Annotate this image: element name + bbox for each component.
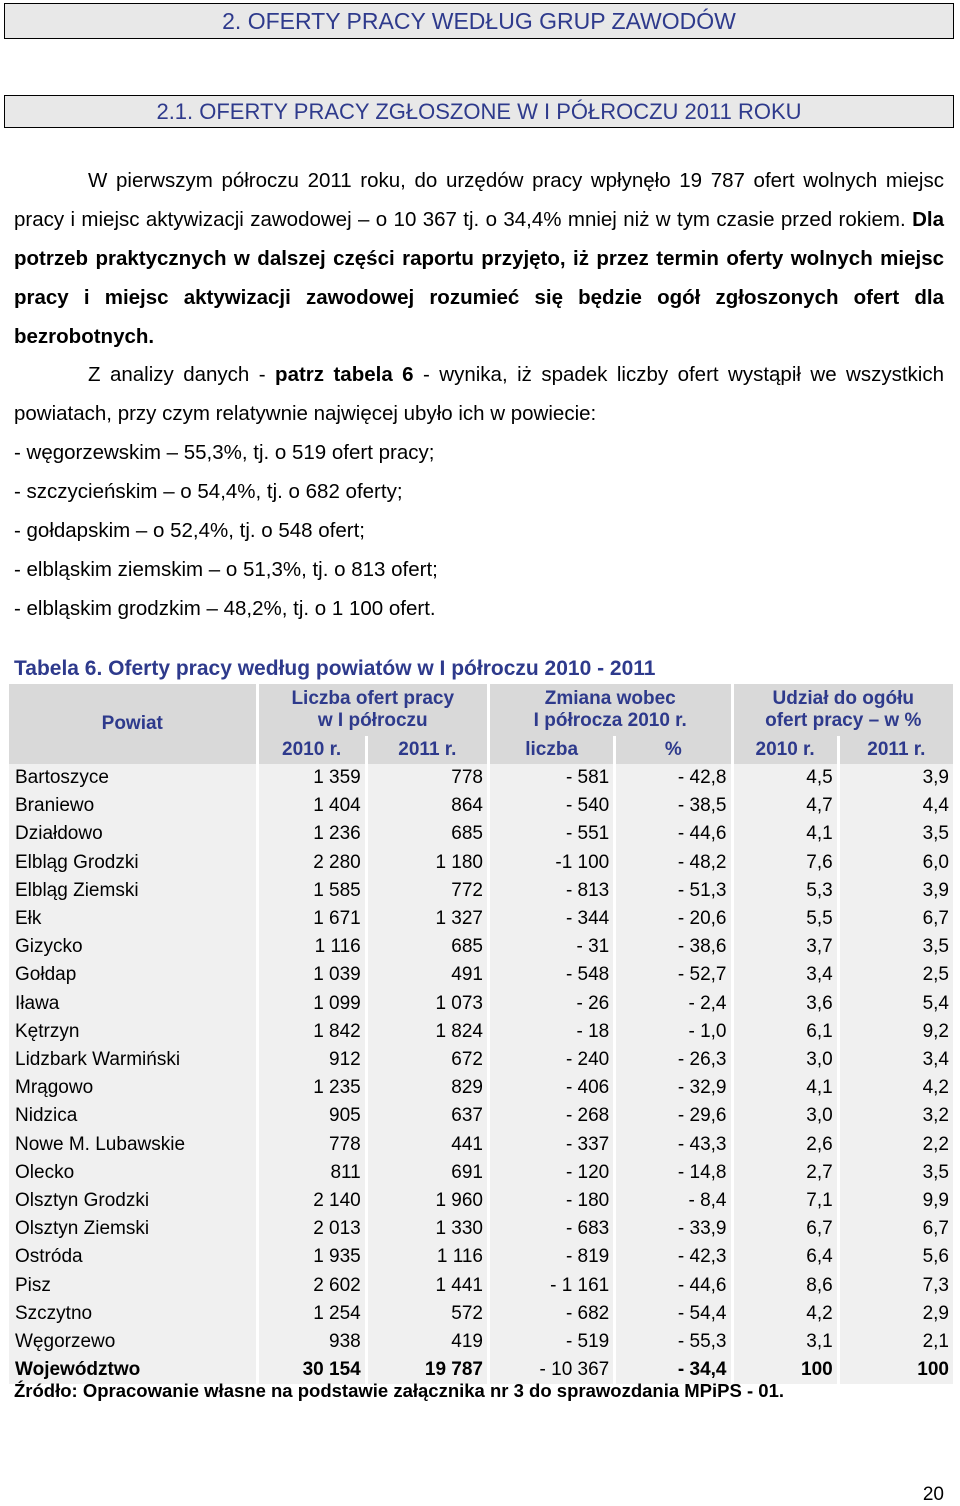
header-change [490, 684, 731, 736]
row-value-cell: 2,9 [840, 1300, 953, 1328]
header-share [734, 684, 954, 736]
list-item: - gołdapskim – o 52,4%, tj. o 548 ofert; [14, 519, 365, 542]
row-value-cell: - 20,6 [616, 905, 730, 933]
row-value-cell: 572 [368, 1300, 487, 1328]
row-value-cell: - 2,4 [616, 990, 730, 1018]
row-value-cell: 1 180 [368, 849, 487, 877]
row-value-cell: 3,1 [734, 1328, 837, 1356]
analysis-paragraph [14, 355, 944, 628]
row-value-cell: 1 359 [259, 764, 365, 792]
row-value-cell: 2 602 [259, 1272, 365, 1300]
row-value-cell: 441 [368, 1131, 487, 1159]
row-value-cell: 4,4 [840, 792, 953, 820]
table-row [9, 1300, 953, 1328]
row-value-cell: - 33,9 [616, 1215, 730, 1243]
row-value-cell: 1 842 [259, 1018, 365, 1046]
row-name-cell: Ełk [9, 905, 256, 933]
intro-text: W pierwszym półroczu 2011 roku, do urzędów pracy wpłynęło 19 787 ofert wolnych miejsc pracy i miejsc aktywizacji zawodowej – o 10 367 tj. o 34,4% mniej niż w tym czasie przed rokiem. [14, 169, 944, 231]
row-value-cell: 100 [734, 1356, 837, 1384]
row-value-cell: 637 [368, 1102, 487, 1130]
row-value-cell: 1 960 [368, 1187, 487, 1215]
row-value-cell: - 42,3 [616, 1243, 730, 1271]
row-value-cell: - 581 [490, 764, 613, 792]
header-powiat: Powiat [9, 684, 256, 764]
row-value-cell: 4,5 [734, 764, 837, 792]
row-value-cell: - 240 [490, 1046, 613, 1074]
row-value-cell: - 52,7 [616, 961, 730, 989]
subsection-heading: 2.1. OFERTY PRACY ZGŁOSZONE W I PÓŁROCZU 2011 ROKU [4, 95, 954, 128]
row-value-cell: 5,5 [734, 905, 837, 933]
row-name-cell: Województwo [9, 1356, 256, 1384]
row-value-cell: 30 154 [259, 1356, 365, 1384]
table-row [9, 764, 953, 792]
row-name-cell: Węgorzewo [9, 1328, 256, 1356]
row-value-cell: - 120 [490, 1159, 613, 1187]
row-name-cell: Szczytno [9, 1300, 256, 1328]
row-name-cell: Nidzica [9, 1102, 256, 1130]
table-row [9, 933, 953, 961]
row-value-cell: 2,7 [734, 1159, 837, 1187]
row-name-cell: Gołdap [9, 961, 256, 989]
row-value-cell: 2,6 [734, 1131, 837, 1159]
table-row [9, 1131, 953, 1159]
subheader-cell: liczba [490, 736, 613, 764]
row-value-cell: 7,3 [840, 1272, 953, 1300]
row-value-cell: 829 [368, 1074, 487, 1102]
row-value-cell: 7,1 [734, 1187, 837, 1215]
row-value-cell: - 48,2 [616, 849, 730, 877]
row-value-cell: 6,7 [840, 1215, 953, 1243]
list-item: - elbląskim ziemskim – o 51,3%, tj. o 813 ofert; [14, 558, 438, 581]
row-value-cell: 3,5 [840, 1159, 953, 1187]
row-name-cell: Braniewo [9, 792, 256, 820]
table-reference: patrz tabela 6 [275, 363, 414, 386]
row-value-cell: 672 [368, 1046, 487, 1074]
row-value-cell: - 519 [490, 1328, 613, 1356]
row-value-cell: - 344 [490, 905, 613, 933]
row-name-cell: Mrągowo [9, 1074, 256, 1102]
source-note: Źródło: Opracowanie własne na podstawie załącznika nr 3 do sprawozdania MPiPS - 01. [14, 1380, 784, 1401]
row-value-cell: 691 [368, 1159, 487, 1187]
row-value-cell: 419 [368, 1328, 487, 1356]
header-offers-line2: w I półroczu [317, 710, 428, 731]
row-value-cell: 3,9 [840, 877, 953, 905]
table-row [9, 1243, 953, 1271]
row-name-cell: Olsztyn Grodzki [9, 1187, 256, 1215]
row-value-cell: 685 [368, 933, 487, 961]
list-item: - elbląskim grodzkim – 48,2%, tj. o 1 100 ofert. [14, 597, 436, 620]
row-value-cell: - 1,0 [616, 1018, 730, 1046]
row-value-cell: 3,4 [840, 1046, 953, 1074]
analysis-rest: - wynika, iż spadek liczby ofert wystąpił we wszystkich powiatach, przy czym relatywnie najwięcej ubyło ich w powiecie: [14, 363, 944, 425]
row-value-cell: 5,4 [840, 990, 953, 1018]
row-name-cell: Nowe M. Lubawskie [9, 1131, 256, 1159]
row-value-cell: 1 116 [259, 933, 365, 961]
row-value-cell: 1 073 [368, 990, 487, 1018]
row-value-cell: - 813 [490, 877, 613, 905]
row-value-cell: - 29,6 [616, 1102, 730, 1130]
subheader-cell: 2010 r. [734, 736, 837, 764]
table-row [9, 1046, 953, 1074]
row-value-cell: - 548 [490, 961, 613, 989]
row-value-cell: - 682 [490, 1300, 613, 1328]
row-value-cell: 1 585 [259, 877, 365, 905]
row-name-cell: Gizycko [9, 933, 256, 961]
row-value-cell: 1 116 [368, 1243, 487, 1271]
header-offers-line1: Liczba ofert pracy [291, 688, 455, 709]
row-value-cell: 5,3 [734, 877, 837, 905]
row-value-cell: 3,2 [840, 1102, 953, 1130]
row-value-cell: - 38,5 [616, 792, 730, 820]
row-value-cell: 1 935 [259, 1243, 365, 1271]
row-value-cell: - 26 [490, 990, 613, 1018]
row-value-cell: 864 [368, 792, 487, 820]
row-value-cell: 5,6 [840, 1243, 953, 1271]
subheader-cell: 2011 r. [840, 736, 953, 764]
row-value-cell: - 551 [490, 820, 613, 848]
row-value-cell: - 42,8 [616, 764, 730, 792]
table-row [9, 1018, 953, 1046]
row-value-cell: 1 404 [259, 792, 365, 820]
row-name-cell: Elbląg Ziemski [9, 877, 256, 905]
row-value-cell: 938 [259, 1328, 365, 1356]
row-value-cell: 3,7 [734, 933, 837, 961]
row-value-cell: - 54,4 [616, 1300, 730, 1328]
row-value-cell: - 14,8 [616, 1159, 730, 1187]
list-item: - węgorzewskim – 55,3%, tj. o 519 ofert pracy; [14, 441, 435, 464]
row-value-cell: 4,2 [840, 1074, 953, 1102]
row-value-cell: 772 [368, 877, 487, 905]
table-row [9, 961, 953, 989]
row-value-cell: 19 787 [368, 1356, 487, 1384]
section-heading: 2. OFERTY PRACY WEDŁUG GRUP ZAWODÓW [4, 3, 954, 39]
row-value-cell: 905 [259, 1102, 365, 1130]
row-value-cell: 1 235 [259, 1074, 365, 1102]
row-value-cell: - 32,9 [616, 1074, 730, 1102]
row-value-cell: 1 441 [368, 1272, 487, 1300]
table-row [9, 990, 953, 1018]
row-value-cell: 778 [259, 1131, 365, 1159]
row-value-cell: 6,7 [840, 905, 953, 933]
row-name-cell: Pisz [9, 1272, 256, 1300]
table-row [9, 1159, 953, 1187]
row-value-cell: 1 671 [259, 905, 365, 933]
row-value-cell: 2 013 [259, 1215, 365, 1243]
row-value-cell: - 55,3 [616, 1328, 730, 1356]
row-name-cell: Kętrzyn [9, 1018, 256, 1046]
row-value-cell: -1 100 [490, 849, 613, 877]
row-value-cell: 1 824 [368, 1018, 487, 1046]
row-value-cell: 1 254 [259, 1300, 365, 1328]
subheader-cell: % [616, 736, 730, 764]
row-name-cell: Bartoszyce [9, 764, 256, 792]
row-value-cell: 1 236 [259, 820, 365, 848]
table-row [9, 1074, 953, 1102]
table-row [9, 1102, 953, 1130]
page-number: 20 [922, 1484, 944, 1505]
row-value-cell: - 337 [490, 1131, 613, 1159]
row-value-cell: - 44,6 [616, 820, 730, 848]
row-value-cell: - 8,4 [616, 1187, 730, 1215]
header-offers-count [259, 684, 487, 736]
row-value-cell: 6,1 [734, 1018, 837, 1046]
row-name-cell: Ostróda [9, 1243, 256, 1271]
row-value-cell: 3,5 [840, 933, 953, 961]
table-header-row [9, 684, 953, 736]
row-value-cell: 4,2 [734, 1300, 837, 1328]
table-row [9, 792, 953, 820]
intro-bold-text: Dla potrzeb praktycznych w dalszej części raportu przyjęto, iż przez termin oferty wolnych miejsc pracy i miejsc aktywizacji zawodowej rozumieć się będzie ogół zgłoszonych ofert dla bezrobotnych. [14, 208, 944, 348]
list-item: - szczycieńskim – o 54,4%, tj. o 682 oferty; [14, 480, 403, 503]
row-value-cell: 2,5 [840, 961, 953, 989]
row-value-cell: - 819 [490, 1243, 613, 1271]
intro-paragraph [14, 161, 944, 356]
row-value-cell: 3,4 [734, 961, 837, 989]
header-change-line2: I półrocza 2010 r. [533, 710, 687, 731]
row-value-cell: 1 039 [259, 961, 365, 989]
table-row [9, 820, 953, 848]
row-name-cell: Iława [9, 990, 256, 1018]
row-value-cell: 2 280 [259, 849, 365, 877]
table-row [9, 905, 953, 933]
row-value-cell: 811 [259, 1159, 365, 1187]
row-value-cell: 3,6 [734, 990, 837, 1018]
row-value-cell: - 51,3 [616, 877, 730, 905]
row-value-cell: 9,9 [840, 1187, 953, 1215]
row-value-cell: 2,1 [840, 1328, 953, 1356]
row-value-cell: - 31 [490, 933, 613, 961]
table-row [9, 1272, 953, 1300]
row-name-cell: Lidzbark Warmiński [9, 1046, 256, 1074]
row-value-cell: - 180 [490, 1187, 613, 1215]
row-value-cell: 6,0 [840, 849, 953, 877]
row-value-cell: 6,7 [734, 1215, 837, 1243]
table-body [9, 764, 953, 1384]
analysis-start: Z analizy danych - [88, 363, 266, 386]
table-row [9, 877, 953, 905]
row-value-cell: - 18 [490, 1018, 613, 1046]
row-value-cell: 7,6 [734, 849, 837, 877]
table-title: Tabela 6. Oferty pracy według powiatów w I półroczu 2010 - 2011 [14, 657, 656, 680]
row-value-cell: 3,0 [734, 1102, 837, 1130]
row-value-cell: 2 140 [259, 1187, 365, 1215]
row-value-cell: - 44,6 [616, 1272, 730, 1300]
table-row [9, 1328, 953, 1356]
row-value-cell: - 38,6 [616, 933, 730, 961]
row-value-cell: 912 [259, 1046, 365, 1074]
header-change-line1: Zmiana wobec [544, 688, 676, 709]
row-value-cell: 778 [368, 764, 487, 792]
row-value-cell: - 683 [490, 1215, 613, 1243]
row-value-cell: 8,6 [734, 1272, 837, 1300]
row-value-cell: 100 [840, 1356, 953, 1384]
row-value-cell: 1 330 [368, 1215, 487, 1243]
row-value-cell: - 26,3 [616, 1046, 730, 1074]
row-value-cell: - 10 367 [490, 1356, 613, 1384]
row-value-cell: 491 [368, 961, 487, 989]
row-value-cell: - 540 [490, 792, 613, 820]
header-share-line2: ofert pracy – w % [765, 710, 922, 731]
row-value-cell: - 268 [490, 1102, 613, 1130]
table-row [9, 849, 953, 877]
header-share-line1: Udział do ogółu [772, 688, 914, 709]
row-value-cell: 3,9 [840, 764, 953, 792]
table-row [9, 1187, 953, 1215]
row-value-cell: - 1 161 [490, 1272, 613, 1300]
row-name-cell: Działdowo [9, 820, 256, 848]
row-value-cell: - 406 [490, 1074, 613, 1102]
subheader-cell: 2010 r. [259, 736, 365, 764]
row-value-cell: 1 099 [259, 990, 365, 1018]
row-value-cell: 685 [368, 820, 487, 848]
row-value-cell: 4,1 [734, 1074, 837, 1102]
row-value-cell: - 43,3 [616, 1131, 730, 1159]
row-value-cell: 3,5 [840, 820, 953, 848]
row-name-cell: Olsztyn Ziemski [9, 1215, 256, 1243]
row-name-cell: Olecko [9, 1159, 256, 1187]
row-value-cell: - 34,4 [616, 1356, 730, 1384]
table-row [9, 1215, 953, 1243]
offers-table [6, 684, 956, 1384]
row-value-cell: 4,1 [734, 820, 837, 848]
row-value-cell: 3,0 [734, 1046, 837, 1074]
row-value-cell: 6,4 [734, 1243, 837, 1271]
row-name-cell: Elbląg Grodzki [9, 849, 256, 877]
row-value-cell: 4,7 [734, 792, 837, 820]
row-value-cell: 1 327 [368, 905, 487, 933]
row-value-cell: 9,2 [840, 1018, 953, 1046]
subheader-cell: 2011 r. [368, 736, 487, 764]
row-value-cell: 2,2 [840, 1131, 953, 1159]
